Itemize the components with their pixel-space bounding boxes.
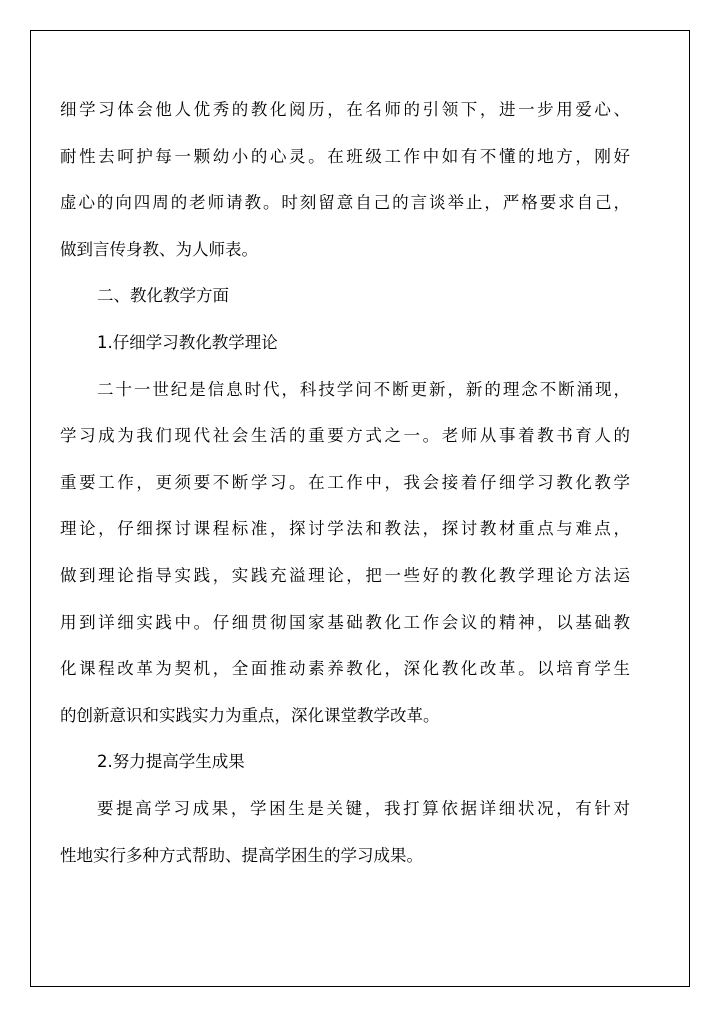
text-line: 的创新意识和实践实力为重点，深化课堂教学改革。 [60,705,440,725]
text-line: 虚心的向四周的老师请教。时刻留意自己的言谈举止，严格要求自己， [60,193,630,213]
text-line: 性地实行多种方式帮助、提高学困生的学习成果。 [60,845,423,865]
text-line: 耐性去呵护每一颗幼小的心灵。在班级工作中如有不懂的地方，刚好 [60,146,630,166]
text-line: 用到详细实践中。仔细贯彻国家基础教化工作会议的精神，以基础教 [60,612,630,632]
text-line: 要提高学习成果，学困生是关键，我打算依据详细状况，有针对 [97,798,630,818]
text-line: 细学习体会他人优秀的教化阅历，在名师的引领下，进一步用爱心、 [60,100,630,119]
text-line: 二、教化教学方面 [97,286,229,306]
text-line: 学习成为我们现代社会生活的重要方式之一。老师从事着教书育人的 [60,426,630,446]
text-line: 1.仔细学习教化教学理论 [97,332,278,352]
document-body [60,90,630,882]
text-line: 做到理论指导实践，实践充溢理论，把一些好的教化教学理论方法运 [60,565,630,585]
text-line: 2.努力提高学生成果 [97,752,245,772]
text-line: 做到言传身教、为人师表。 [60,239,258,259]
text-line: 二十一世纪是信息时代，科技学问不断更新，新的理念不断涌现， [97,379,630,399]
text-line: 化课程改革为契机，全面推动素养教化，深化教化改革。以培育学生 [60,659,630,679]
text-line: 理论，仔细探讨课程标准，探讨学法和教法，探讨教材重点与难点， [60,519,630,539]
text-line: 重要工作，更须要不断学习。在工作中，我会接着仔细学习教化教学 [60,472,630,492]
